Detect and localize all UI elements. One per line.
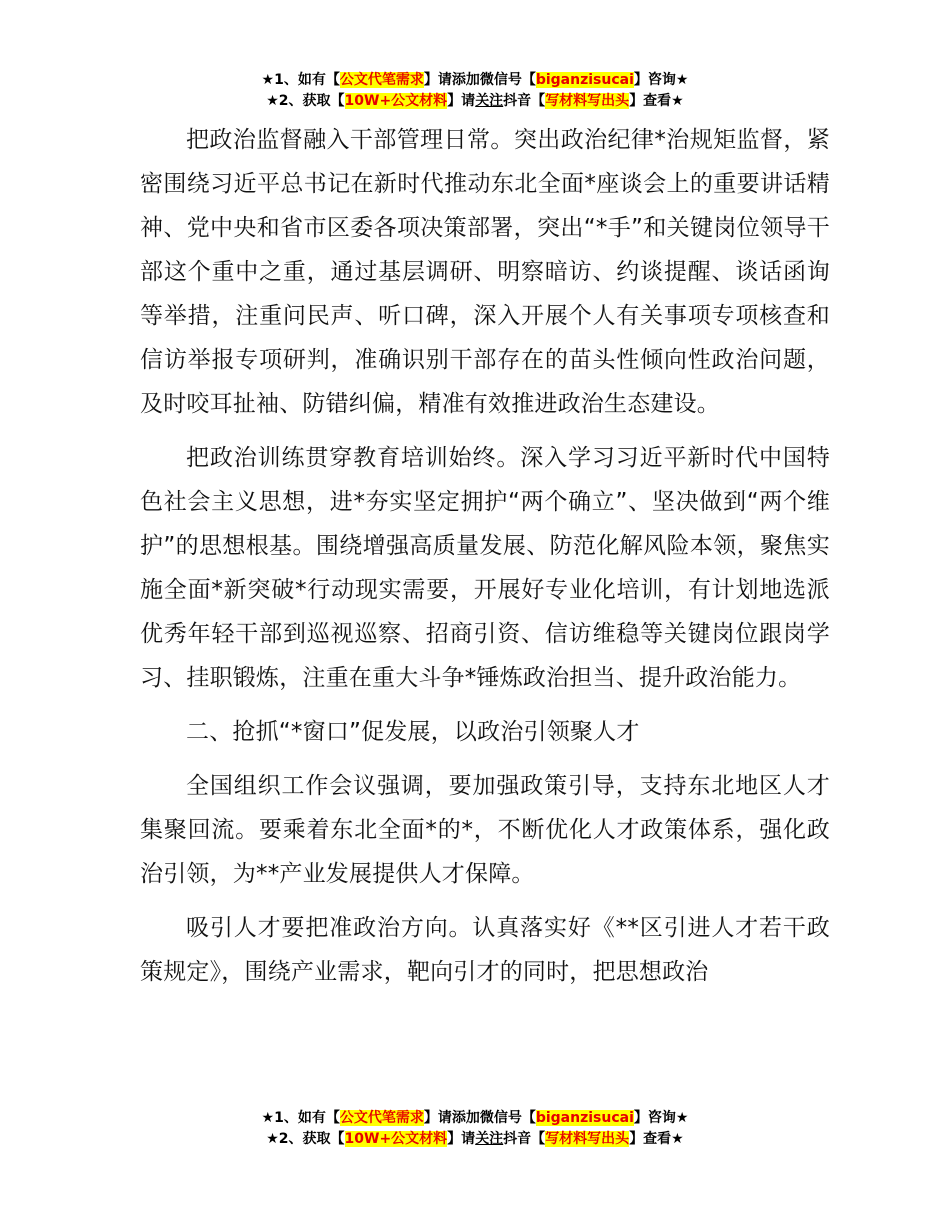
banner-line-1 xyxy=(0,70,950,91)
banner-text: ★1、如有【 xyxy=(261,72,340,88)
banner-text: 】请 xyxy=(447,93,476,109)
banner-line-1 xyxy=(0,1108,950,1129)
banner-text: 抖音【 xyxy=(503,93,546,109)
banner-text: 】查看★ xyxy=(629,93,684,109)
footer-banner xyxy=(0,1108,950,1150)
header-banner xyxy=(0,70,950,112)
banner-line-2 xyxy=(0,91,950,112)
banner-highlight: 10W+公文材料 xyxy=(344,93,448,109)
document-body xyxy=(140,118,830,1004)
paragraph: 全国组织工作会议强调，要加强政策引导，支持东北地区人才集聚回流。要乘着东北全面*的*，不断优化人才政策体系，强化政治引领，为**产业发展提供人才保障。 xyxy=(140,773,830,887)
banner-text: 】查看★ xyxy=(629,1131,684,1147)
banner-text: ★1、如有【 xyxy=(261,1110,340,1126)
banner-text: 】咨询★ xyxy=(633,72,689,88)
banner-text: ★2、获取【 xyxy=(266,1131,345,1147)
paragraph: 把政治训练贯穿教育培训始终。深入学习习近平新时代中国特色社会主义思想，进*夯实坚定拥护“两个确立”、坚决做到“两个维护”的思想根基。围绕增强高质量发展、防范化解风险本领，聚焦实施全面*新突破*行动现实需要，开展好专业化培训，有计划地选派优秀年轻干部到巡视巡察、招商引资、信访维稳等关键岗位跟岗学习、挂职锻炼，注重在重大斗争*锤炼政治担当、提升政治能力。 xyxy=(140,445,830,691)
banner-highlight: biganzisucai xyxy=(535,1110,634,1126)
section-heading: 二、抢抓“*窗口”促发展，以政治引领聚人才 xyxy=(186,719,640,745)
banner-text: 】请添加微信号【 xyxy=(423,72,536,88)
banner-highlight: 10W+公文材料 xyxy=(344,1131,448,1147)
banner-text: 抖音【 xyxy=(503,1131,546,1147)
banner-text: 关注 xyxy=(475,1131,504,1147)
banner-highlight: 写材料写出头 xyxy=(545,1131,630,1147)
paragraph: 吸引人才要把准政治方向。认真落实好《**区引进人才若干政策规定》，围绕产业需求，靶向引才的同时，把思想政治 xyxy=(140,915,830,985)
paragraph: 把政治监督融入干部管理日常。突出政治纪律*治规矩监督，紧密围绕习近平总书记在新时代推动东北全面*座谈会上的重要讲话精神、党中央和省市区委各项决策部署，突出“*手”和关键岗位领导干部这个重中之重，通过基层调研、明察暗访、约谈提醒、谈话函询等举措，注重问民声、听口碑，深入开展个人有关事项专项核查和信访举报专项研判，准确识别干部存在的苗头性倾向性政治问题，及时咬耳扯袖、防错纠偏，精准有效推进政治生态建设。 xyxy=(140,127,830,417)
banner-text: 】请添加微信号【 xyxy=(423,1110,536,1126)
banner-line-2 xyxy=(0,1129,950,1150)
banner-highlight: biganzisucai xyxy=(535,72,634,88)
banner-text: 关注 xyxy=(475,93,504,109)
banner-highlight: 公文代笔需求 xyxy=(339,72,424,88)
banner-text: 】咨询★ xyxy=(633,1110,689,1126)
banner-highlight: 写材料写出头 xyxy=(545,93,630,109)
banner-highlight: 公文代笔需求 xyxy=(339,1110,424,1126)
banner-text: ★2、获取【 xyxy=(266,93,345,109)
banner-text: 】请 xyxy=(447,1131,476,1147)
